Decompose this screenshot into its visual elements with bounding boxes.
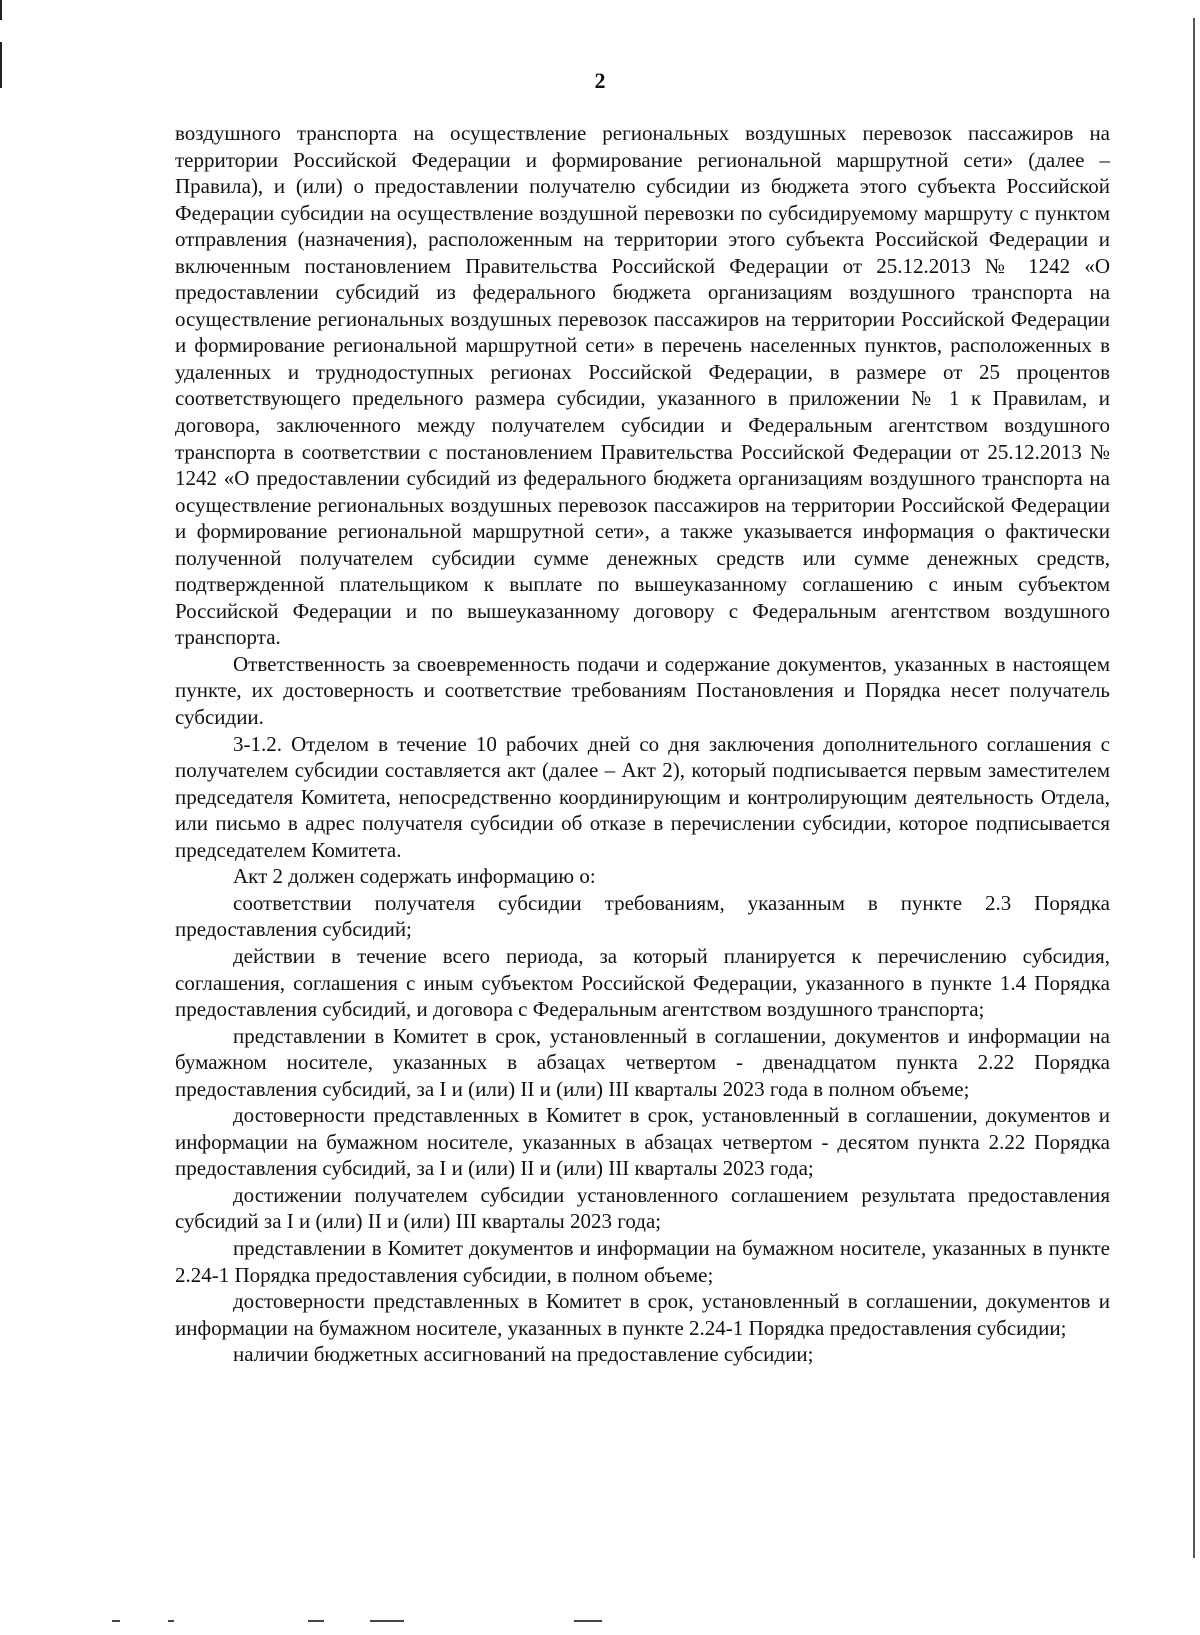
paragraph: Акт 2 должен содержать информацию о: [233, 864, 596, 889]
list-item: достоверности представленных в Комитет в срок, установленный в соглашении, документов и информации на бумажном носителе, указанных в абзацах четвертом - десятом пункта 2.22 Порядка предоставления субсидий, за I и (или) II и (или) III кварталы 2023 года; [175, 1103, 1110, 1181]
list-item: соответствии получателя субсидии требованиям, указанным в пункте 2.3 Порядка предоставления субсидий; [175, 890, 1110, 942]
list-item: действии в течение всего периода, за который планируется к перечислению субсидия, соглашения, соглашения с иным субъектом Российской Федерации, указанного в пункте 1.4 Порядка предоставления субсидий, и договора с Федеральным агентством воздушного транспорта; [175, 943, 1110, 1022]
list-item: достижении получателем субсидии установленного соглашением результата предоставления субсидий за I и (или) II и (или) III кварталы 2023 года; [175, 1182, 1110, 1234]
paragraph: 3-1.2. Отделом в течение 10 рабочих дней со дня заключения дополнительного соглашения с получателем субсидии составляется акт (далее – Акт 2), который подписывается первым заместителем председателя Комитета, непосредственно координирующим и контролирующим деятельность Отдела, или письмо в адрес получателя субсидии об отказе в перечислении субсидии, которое подписывается председателем Комитета. [175, 731, 1110, 862]
scan-edge-mark [0, 0, 2, 20]
list-item: представлении в Комитет документов и информации на бумажном носителе, указанных в пункте 2.24-1 Порядка предоставления субсидии, в полном объеме; [175, 1235, 1110, 1287]
scan-edge-line [1193, 18, 1195, 1558]
scan-artifact [168, 1620, 174, 1622]
page-number: 2 [594, 68, 606, 93]
document-body [175, 120, 1110, 1368]
list-item: наличии бюджетных ассигнований на предоставление субсидии; [233, 1342, 814, 1367]
paragraph: Ответственность за своевременность подачи и содержание документов, указанных в настоящем пункте, их достоверность и соответствие требованиям Постановления и Порядка несет получатель субсидии. [175, 651, 1110, 730]
scan-artifact [112, 1620, 120, 1622]
scan-artifact [574, 1620, 602, 1622]
scan-artifact [370, 1620, 404, 1622]
paragraph: воздушного транспорта на осуществление региональных воздушных перевозок пассажиров на территории Российской Федерации и формирование региональной маршрутной сети» (далее – Правила), и (или) о предоставлении получателю субсидии из бюджета этого субъекта Российской Федерации субсидии на осуществление воздушной перевозки по субсидируемому маршруту с пунктом отправления (назначения), расположенным на территории этого субъекта Российской Федерации и включенным постановлением Правительства Российской Федерации от 25.12.2013 № 1242 «О предоставлении субсидий из федерального бюджета организациям воздушного транспорта на осуществление региональных воздушных перевозок пассажиров на территории Российской Федерации и формирование региональной маршрутной сети» в перечень населенных пунктов, расположенных в удаленных и труднодоступных регионах Российской Федерации, в размере от 25 процентов соответствующего предельного размера субсидии, указанного в приложении № 1 к Правилам, и договора, заключенного между получателем субсидии и Федеральным агентством воздушного транспорта в соответствии с постановлением Правительства Российской Федерации от 25.12.2013 № 1242 «О предоставлении субсидий из федерального бюджета организациям воздушного транспорта на осуществление региональных воздушных перевозок пассажиров на территории Российской Федерации и формирование региональной маршрутной сети», а также указывается информация о фактически полученной получателем субсидии сумме денежных средств или сумме денежных средств, подтвержденной плательщиком к выплате по вышеуказанному соглашению с иным субъектом Российской Федерации и по вышеуказанному договору с Федеральным агентством воздушного транспорта. [175, 121, 1110, 650]
scan-artifact [308, 1620, 324, 1622]
list-item: достоверности представленных в Комитет в срок, установленный в соглашении, документов и информации на бумажном носителе, указанных в пункте 2.24-1 Порядка предоставления субсидии; [175, 1289, 1110, 1340]
list-item: представлении в Комитет в срок, установленный в соглашении, документов и информации на бумажном носителе, указанных в абзацах четвертом - двенадцатом пункта 2.22 Порядка предоставления субсидий, за I и (или) II и (или) III кварталы 2023 года в полном объеме; [175, 1023, 1110, 1101]
